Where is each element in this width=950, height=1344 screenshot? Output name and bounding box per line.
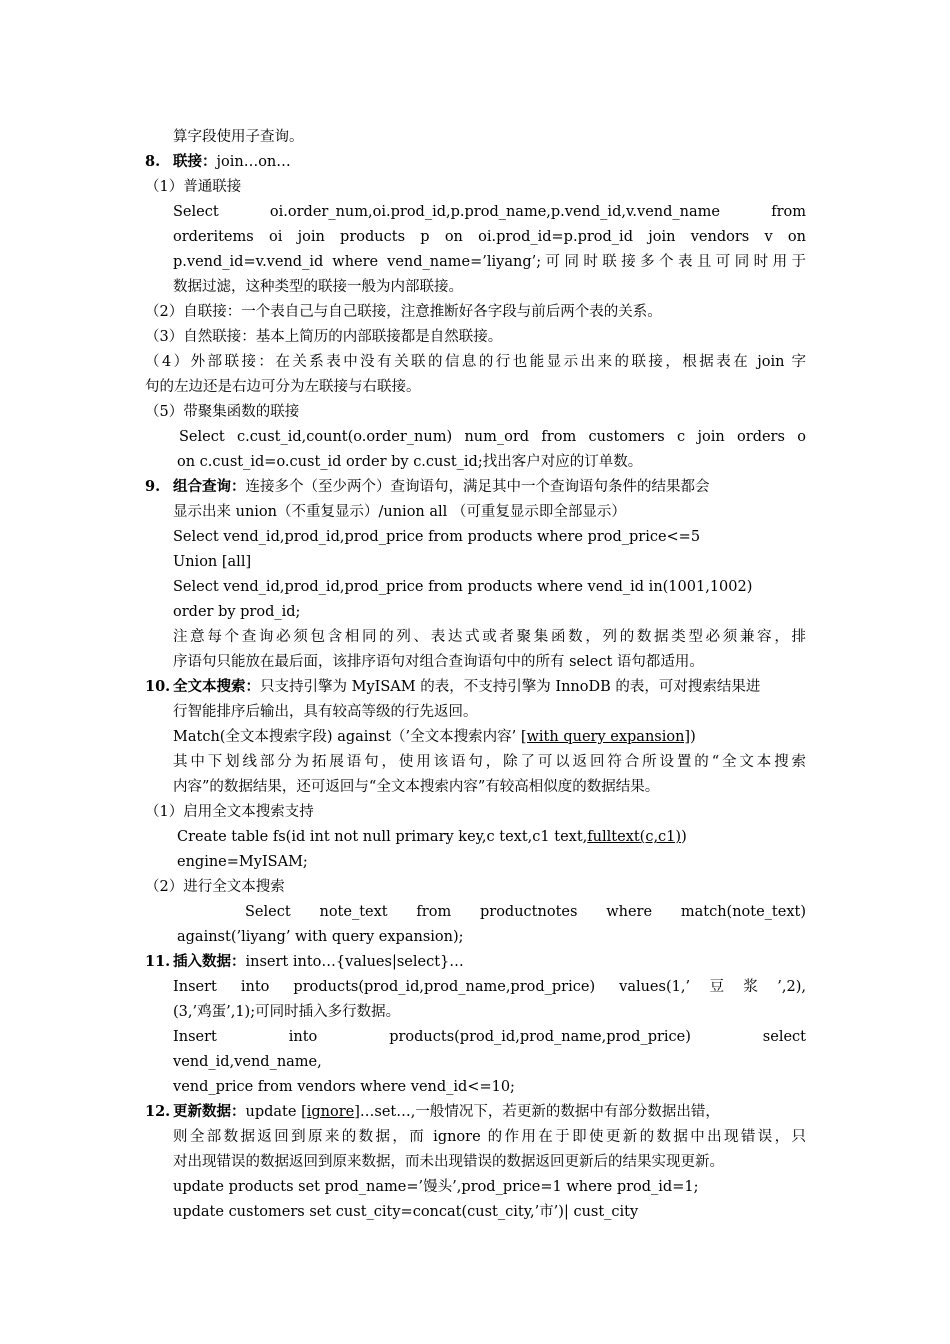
- section-number: 11.: [145, 953, 171, 970]
- code-line: (3,’鸡蛋’,1);可同时插入多行数据。: [173, 1004, 401, 1020]
- text-line: 序语句只能放在最后面，该排序语句对组合查询语句中的所有 select 语句都适用。: [173, 654, 704, 670]
- code-line: Insert into products(prod_id,prod_name,prod_price) values(1,’豆浆’,2),: [173, 979, 806, 995]
- subsection-heading: （1）普通联接: [145, 179, 242, 195]
- code-line: Insert into products(prod_id,prod_name,prod_price) select: [173, 1029, 806, 1045]
- section-heading: [173, 950, 464, 974]
- code-text: ): [690, 729, 696, 745]
- section-number: 10.: [145, 678, 171, 695]
- underlined-code: [with query expansion]: [520, 729, 691, 745]
- code-text: Create table fs(id int not null primary key,c text,c1 text,: [177, 829, 588, 845]
- text-line: 行智能排序后输出，具有较高等级的行先返回。: [173, 704, 478, 720]
- underlined-code: fulltext(c,c1): [587, 829, 682, 845]
- text-line: 数据过滤，这种类型的联接一般为内部联接。: [173, 279, 463, 295]
- section-title: 更新数据：: [173, 1103, 246, 1120]
- code-line: order by prod_id;: [173, 604, 301, 620]
- subsection-heading: （2）进行全文本搜索: [145, 879, 285, 895]
- section-heading-text: ]…set…,一般情况下，若更新的数据中有部分数据出错，: [354, 1104, 720, 1120]
- section-heading: [173, 675, 760, 699]
- section-title: 组合查询：: [173, 478, 246, 495]
- subsection-heading: （2）自联接：一个表自己与自己联接，注意推断好各字段与前后两个表的关系。: [145, 304, 662, 320]
- code-line: p.vend_id=v.vend_id where vend_name=’liyang’;可同时联接多个表且可同时用于: [173, 254, 806, 270]
- code-line: update products set prod_name=’馒头’,prod_price=1 where prod_id=1;: [173, 1179, 699, 1195]
- section-heading-text: 只支持引擎为 MyISAM 的表，不支持引擎为 InnoDB 的表，可对搜索结果进: [260, 679, 761, 695]
- section-heading: [173, 475, 806, 499]
- section-title: 全文本搜索：: [173, 678, 260, 695]
- section-heading-text: join…on…: [216, 154, 291, 170]
- text-line: 内容”的数据结果，还可返回与“全文本搜索内容”有较高相似度的数据结果。: [173, 779, 660, 795]
- text-line: 注意每个查询必须包含相同的列、表达式或者聚集函数，列的数据类型必须兼容，排: [173, 629, 806, 645]
- section-heading: [173, 1100, 720, 1124]
- code-text: ): [681, 829, 687, 845]
- code-line: Select c.cust_id,count(o.order_num) num_ord from customers c join orders o: [179, 429, 806, 445]
- code-line: Select note_text from productnotes where match(note_text): [245, 904, 806, 920]
- subsection-heading: （5）带聚集函数的联接: [145, 404, 300, 420]
- code-line: engine=MyISAM;: [177, 854, 308, 870]
- code-line: vend_id,vend_name,: [173, 1054, 322, 1070]
- section-heading-text: 连接多个（至少两个）查询语句，满足其中一个查询语句条件的结果都会: [245, 479, 710, 495]
- code-line: Select oi.order_num,oi.prod_id,p.prod_name,p.vend_id,v.vend_name from: [173, 204, 806, 220]
- text-line: 其中下划线部分为拓展语句，使用该语句，除了可以返回符合所设置的“全文本搜索: [173, 754, 806, 770]
- text-line: 算字段使用子查询。: [173, 129, 304, 145]
- code-line: Select vend_id,prod_id,prod_price from products where prod_price<=5: [173, 529, 701, 545]
- section-number: 12.: [145, 1103, 171, 1120]
- code-text: Match(全文本搜索字段) against（’全文本搜索内容’: [173, 729, 521, 745]
- code-line: [173, 725, 696, 749]
- code-line: [177, 825, 687, 849]
- text-line: 句的左边还是右边可分为左联接与右联接。: [145, 379, 421, 395]
- code-line: Select vend_id,prod_id,prod_price from products where vend_id in(1001,1002): [173, 579, 753, 595]
- code-line: against(’liyang’ with query expansion);: [177, 929, 464, 945]
- code-line: Union [all]: [173, 554, 252, 570]
- code-line: update customers set cust_city=concat(cust_city,’市’)| cust_city: [173, 1204, 639, 1220]
- code-line: vend_price from vendors where vend_id<=10;: [173, 1079, 515, 1095]
- section-title: 联接：: [173, 153, 217, 170]
- code-line: orderitems oi join products p on oi.prod_id=p.prod_id join vendors v on: [173, 229, 806, 245]
- text-line: 显示出来 union（不重复显示）/union all （可重复显示即全部显示）: [173, 504, 626, 520]
- subsection-heading: （3）自然联接：基本上简历的内部联接都是自然联接。: [145, 329, 503, 345]
- section-number: 9.: [145, 478, 161, 495]
- section-heading: [173, 150, 291, 174]
- section-heading-text: insert into…{values|select}…: [245, 954, 464, 970]
- text-line: 对出现错误的数据返回到原来数据，而未出现错误的数据返回更新后的结果实现更新。: [173, 1154, 724, 1170]
- section-title: 插入数据：: [173, 953, 246, 970]
- section-number: 8.: [145, 153, 161, 170]
- section-heading-text: update [: [245, 1104, 307, 1120]
- code-line: on c.cust_id=o.cust_id order by c.cust_id;找出客户对应的订单数。: [177, 454, 643, 470]
- underlined-code: ignore: [306, 1104, 355, 1120]
- subsection-heading: （1）启用全文本搜索支持: [145, 804, 314, 820]
- subsection-heading: （4）外部联接：在关系表中没有关联的信息的行也能显示出来的联接，根据表在 join 字: [145, 354, 806, 370]
- text-line: 则全部数据返回到原来的数据，而 ignore 的作用在于即使更新的数据中出现错误，只: [173, 1129, 806, 1145]
